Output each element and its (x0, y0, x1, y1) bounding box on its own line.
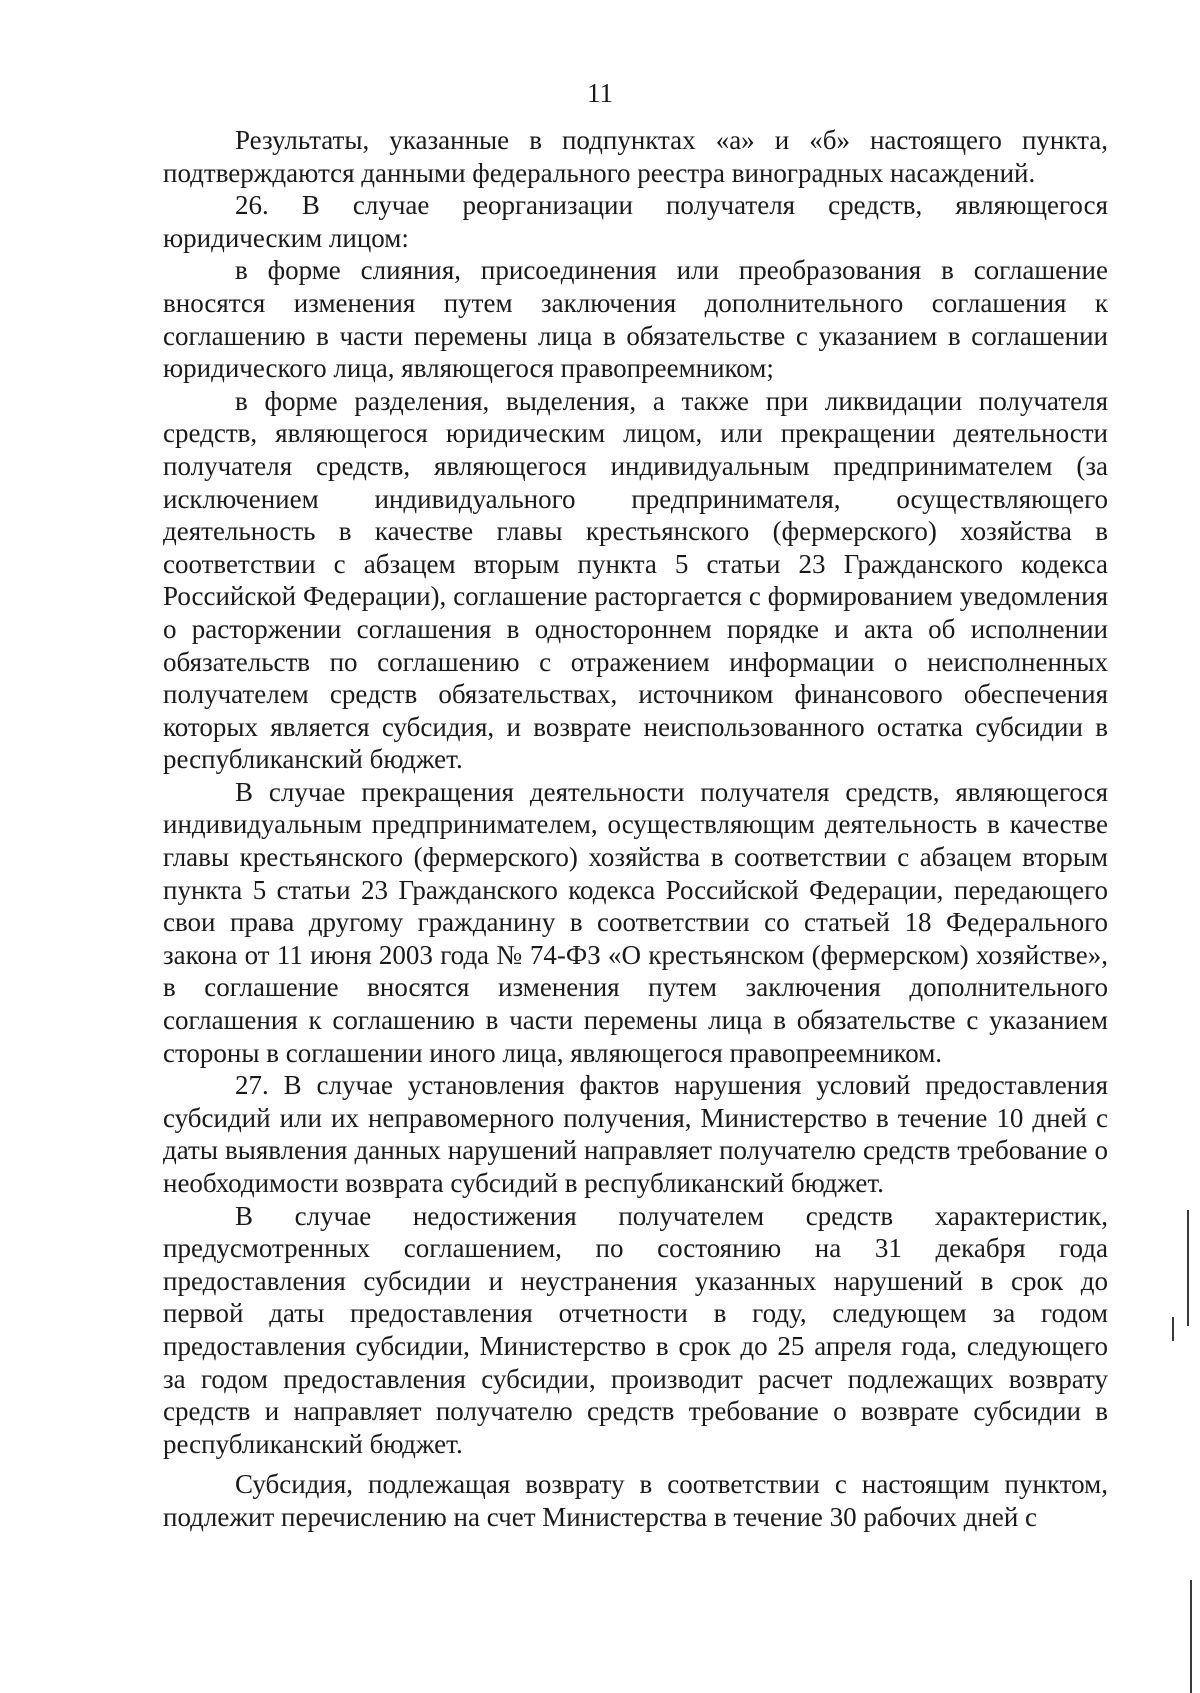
paragraph-27-violations: 27. В случае установления фактов нарушения условий предоставления субсидий или их неправомерного получения, Министерство в течение 10 дней с даты выявления данных нарушений направляет получателю средств требование о необходимости возврата субсидий в республиканский бюджет. (163, 1070, 1108, 1198)
scan-edge-mark (1187, 1210, 1189, 1326)
page-number: 11 (587, 78, 613, 108)
paragraph-26-reorganization: 26. В случае реорганизации получателя средств, являющегося юридическим лицом: (163, 190, 1108, 253)
paragraph-farm-head-termination: В случае прекращения деятельности получателя средств, являющегося индивидуальным предпринимателем, осуществляющим деятельность в качестве главы крестьянского (фермерского) хозяйства в соответствии с абзацем вторым пункта 5 статьи 23 Гражданского кодекса Российской Федерации, передающего свои права другому гражданину в соответствии со статьей 18 Федерального закона от 11 июня 2003 года № 74-ФЗ «О крестьянском (фермерском) хозяйстве», в соглашение вносятся изменения путем заключения дополнительного соглашения к соглашению в части перемены лица в обязательстве с указанием стороны в соглашении иного лица, являющегося правопреемником. (163, 776, 1108, 1068)
paragraph-non-achievement: В случае недостижения получателем средств характеристик, предусмотренных соглашением, по состоянию на 31 декабря года предоставления субсидии и неустранения указанных нарушений в срок до первой даты предоставления отчетности в году, следующем за годом предоставления субсидии, Министерство в срок до 25 апреля года, следующего за годом предоставления субсидии, производит расчет подлежащих возврату средств и направляет получателю средств требование о возврате субсидии в республиканский бюджет. (163, 1200, 1108, 1459)
paragraph-merger-form: в форме слияния, присоединения или преобразования в соглашение вносятся изменения путем заключения дополнительного соглашения к соглашению в части перемены лица в обязательстве с указанием в соглашении юридического лица, являющегося правопреемником; (163, 255, 1108, 384)
scan-edge-mark (1190, 1580, 1192, 1693)
document-body (163, 124, 1108, 1534)
paragraph-results-confirmation: Результаты, указанные в подпунктах «а» и «б» настоящего пункта, подтверждаются данными федерального реестра виноградных насаждений. (163, 125, 1108, 188)
paragraph-subsidy-return: Субсидия, подлежащая возврату в соответствии с настоящим пунктом, подлежит перечислению на счет Министерства в течение 30 рабочих дней с (163, 1469, 1108, 1532)
paragraph-division-form: в форме разделения, выделения, а также при ликвидации получателя средств, являющегося юридическим лицом, или прекращении деятельности получателя средств, являющегося индивидуальным предпринимателем (за исключением индивидуального предпринимателя, осуществляющего деятельность в качестве главы крестьянского (фермерского) хозяйства в соответствии с абзацем вторым пункта 5 статьи 23 Гражданского кодекса Российской Федерации), соглашение расторгается с формированием уведомления о расторжении соглашения в одностороннем порядке и акта об исполнении обязательств по соглашению с отражением информации о неисполненных получателем средств обязательствах, источником финансового обеспечения которых является субсидия, и возврате неиспользованного остатка субсидии в республиканский бюджет. (163, 385, 1108, 775)
scan-edge-mark (1172, 1317, 1174, 1341)
